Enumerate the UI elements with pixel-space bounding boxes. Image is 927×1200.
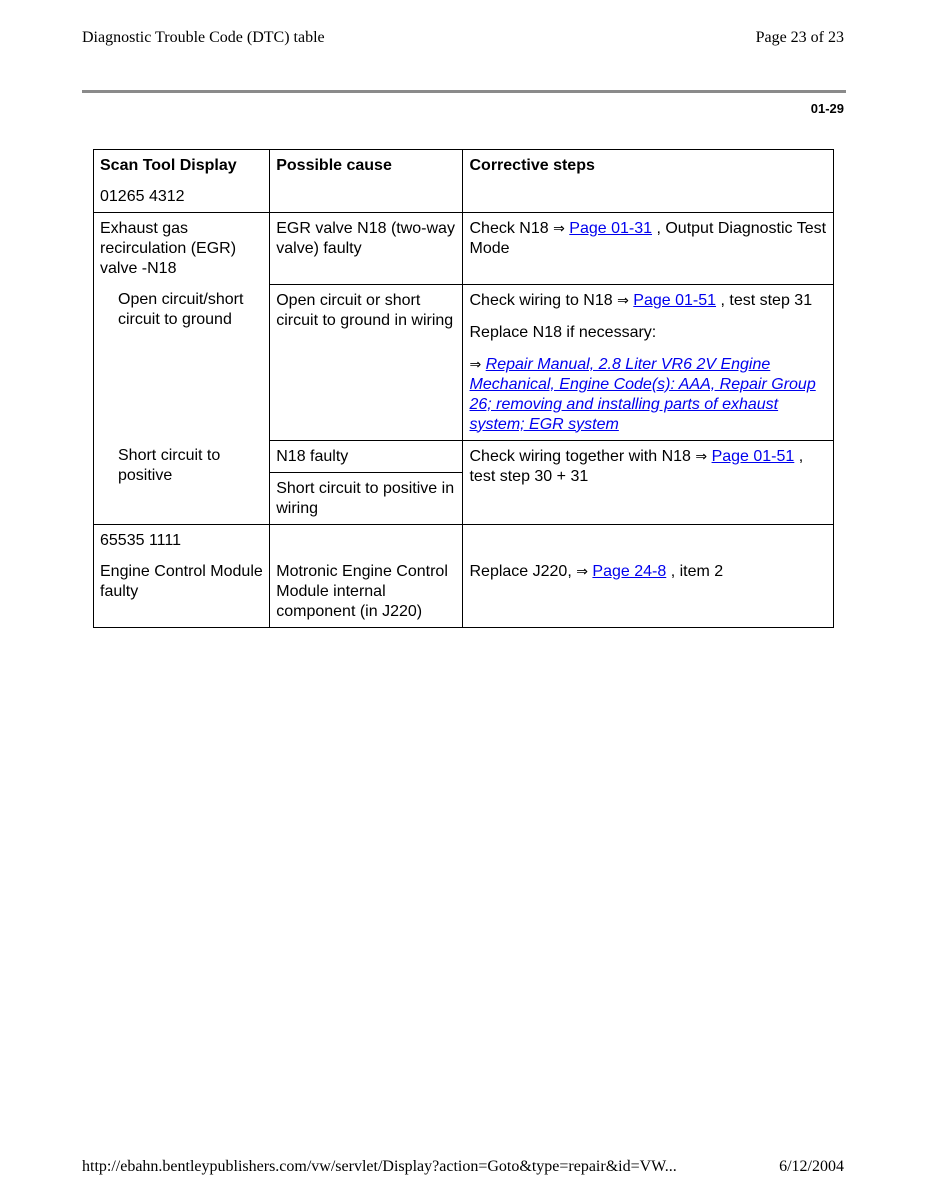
cause-cell <box>270 524 463 627</box>
step-text <box>469 562 827 582</box>
cause-text: Open circuit or short circuit to ground in wiring <box>276 291 454 329</box>
link-page-01-51[interactable]: Page 01-51 <box>711 447 795 465</box>
steps-cell <box>463 284 834 440</box>
fault-display: Short circuit to positive <box>118 447 221 484</box>
step-prefix: Replace J220, <box>469 562 572 580</box>
header-label: Scan Tool Display <box>100 157 237 174</box>
table-row <box>94 213 834 285</box>
header-possible-cause <box>270 150 463 213</box>
step-text <box>469 219 827 259</box>
dtc-code: 01265 4312 <box>100 188 185 205</box>
table-row <box>94 524 834 627</box>
cause-text: N18 faulty <box>276 447 349 465</box>
dtc-code: 65535 1111 <box>100 531 181 549</box>
cause-text: Short circuit to positive in wiring <box>276 479 455 517</box>
dtc-component-cell <box>94 213 270 285</box>
arrow-right-icon: ⇒ <box>576 563 588 580</box>
cause-cell <box>270 440 463 472</box>
header-label: Possible cause <box>276 157 392 174</box>
cause-text: Motronic Engine Control Module internal component (in J220) <box>276 562 448 620</box>
steps-cell <box>463 440 834 524</box>
step-suffix: , item 2 <box>670 562 724 580</box>
link-page-24-8[interactable]: Page 24-8 <box>592 562 667 580</box>
step-text <box>469 447 827 487</box>
link-page-01-51[interactable]: Page 01-51 <box>633 291 717 309</box>
step-text: Replace N18 if necessary: <box>469 323 657 341</box>
cause-text: EGR valve N18 (two-way valve) faulty <box>276 220 455 257</box>
header-scan-tool-display <box>94 150 270 213</box>
cause-cell <box>270 284 463 440</box>
step-text <box>469 291 827 311</box>
step-text <box>469 355 827 435</box>
dtc-table <box>93 149 834 628</box>
fault-display-cell <box>94 440 270 524</box>
step-prefix: Check wiring together with N18 <box>469 447 691 465</box>
dtc-display-cell <box>94 524 270 627</box>
cause-cell <box>270 213 463 285</box>
document-title: Diagnostic Trouble Code (DTC) table <box>82 29 325 46</box>
step-prefix: Check N18 <box>469 220 549 237</box>
step-prefix: Check wiring to N18 <box>469 291 613 309</box>
dtc-component: Exhaust gas recirculation (EGR) valve -N18 <box>100 220 237 277</box>
steps-cell <box>463 524 834 627</box>
page-number: Page 23 of 23 <box>755 29 844 46</box>
header-corrective-steps <box>463 150 834 213</box>
table-row <box>94 284 834 440</box>
link-repair-manual[interactable]: Repair Manual, 2.8 Liter VR6 2V Engine Mechanical, Engine Code(s): AAA, Repair Group 26; removing and installing parts of exhaust system; EGR system <box>469 355 816 433</box>
dtc-component: Engine Control Module faulty <box>100 562 263 600</box>
arrow-right-icon: ⇒ <box>617 292 629 309</box>
footer-url: http://ebahn.bentleypublishers.com/vw/servlet/Display?action=Goto&type=repair&id=VW... <box>82 1158 677 1175</box>
header-label: Corrective steps <box>469 157 595 174</box>
step-suffix: , test step 31 <box>720 291 813 309</box>
step-suffix: , Output Diagnostic Test Mode <box>469 220 827 257</box>
steps-cell <box>463 213 834 285</box>
table-header-row <box>94 150 834 213</box>
cause-cell <box>270 472 463 524</box>
section-code: 01-29 <box>810 101 844 116</box>
arrow-right-icon: ⇒ <box>553 221 565 237</box>
step-suffix: , test step 30 + 31 <box>469 447 804 485</box>
table-row <box>94 440 834 472</box>
arrow-right-icon: ⇒ <box>695 448 708 465</box>
link-page-01-31[interactable]: Page 01-31 <box>569 220 653 237</box>
footer-date: 6/12/2004 <box>779 1158 844 1175</box>
header-rule <box>82 90 846 93</box>
arrow-right-icon: ⇒ <box>469 356 482 373</box>
fault-display-cell <box>94 284 270 440</box>
fault-display: Open circuit/short circuit to ground <box>118 291 244 328</box>
